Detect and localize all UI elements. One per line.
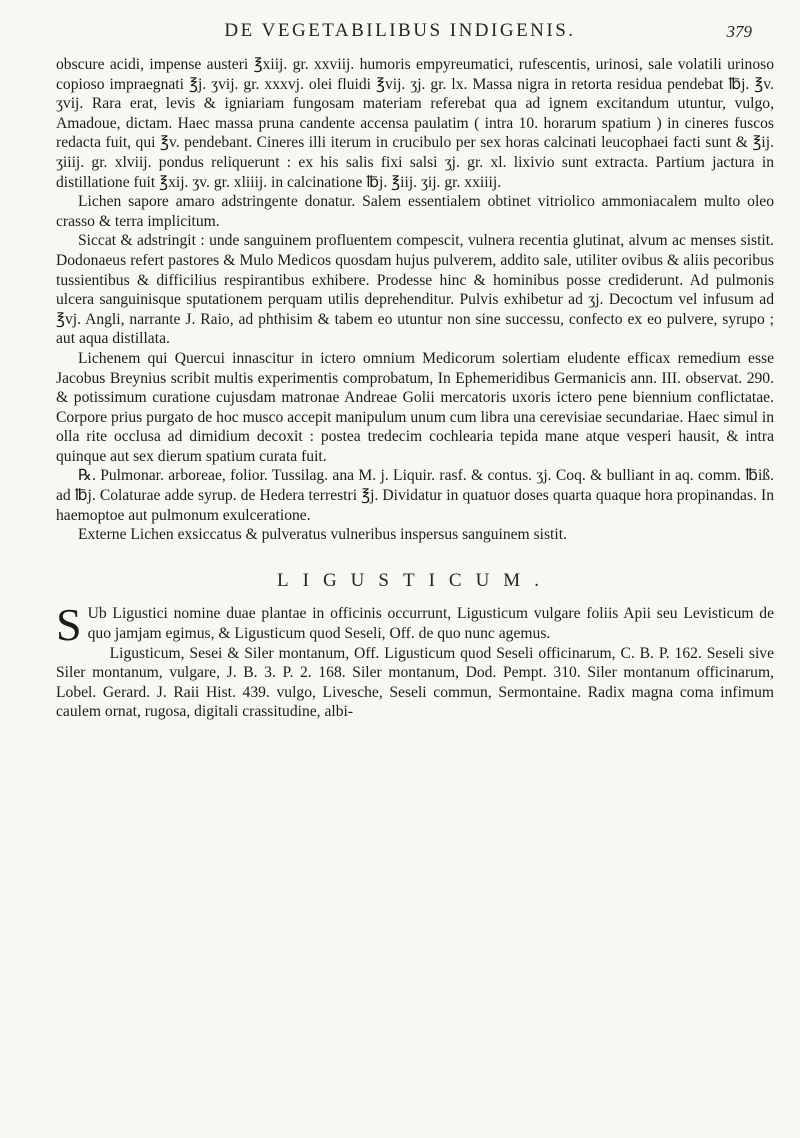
page-body bbox=[56, 55, 774, 722]
paragraph-ligusticum-intro-text: Ub Ligustici nomine duae plantae in officinis occurrunt, Ligusticum vulgare foliis Apii seu Levisticum de quo jamjam egimus, & Ligusticum quod Seseli, Off. de quo nunc agemus. bbox=[87, 605, 774, 643]
paragraph-lichen-oak: Lichenem qui Quercui innascitur in ictero omnium Medicorum solertiam eludente efficax remedium esse Jacobus Breynius scribit multis experimentis comprobatum, In Ephemeridibus Germanicis ann. III. observat. 290. & potissimum curatione cujusdam matronae Andreae Golii mercatoris uxoris ictero pene biennium conflictatae. Corpore prius purgato de hoc musco accepit manipulum unum cum libra una cerevisiae secundariae. Haec simul in olla rite occlusa ad dimidium decoxit : postea tredecim cochlearia tepida mane atque vesperi hausit, & intra quinque aut sex dierum spatium curata fuit. bbox=[56, 349, 774, 465]
paragraph-recipe: ℞. Pulmonar. arboreae, folior. Tussilag. ana M. j. Liquir. rasf. & contus. ʒj. Coq. & bulliant in aq. comm. ℔iß. ad ℔j. Colaturae adde syrup. de Hedera terrestri ℥j. Dividatur in quatuor doses quarta quaque hora propinandas. In haemoptoe aut pulmonum exulceratione. bbox=[56, 467, 774, 524]
paragraph-lichen-virtues: Siccat & adstringit : unde sanguinem profluentem compescit, vulnera recentia glutinat, alvum ac menses sistit. Dodonaeus refert pastores & Mulo Medicos quosdam hujus pulverem, addito sale, utiliter ovibus & aliis pecoribus tussientibus & difficilius respirantibus exhibere. Prodesse hinc & hominibus posse crediderunt. Ad pulmonis ulcera sanguinisque sputationem perquam utilis deprehenditur. Pulvis exhibetur ad ʒj. Decoctum vel infusum ad ℥vj. Angli, narrante J. Raio, ad phthisim & tabem eo utuntur non sine successu, confecto ex eo pulvere, syrupo ; aut aqua distillata. bbox=[56, 232, 774, 348]
paragraph-ligusticum-synonyms: Ligusticum, Sesei & Siler montanum, Off. Ligusticum quod Seseli officinarum, C. B. P. 162. Seseli sive Siler montanum, vulgare, J. B. 3. P. 2. 168. Siler montanum, Dod. Pempt. 310. Siler montanum officinarum, Lobel. Gerard. J. Raii Hist. 439. vulgo, Livesche, Seseli commun, Sermontaine. Radix magna coma infimum caulem ornat, rugosa, digitali crassitudine, albi- bbox=[56, 644, 774, 721]
paragraph-distillation: obscure acidi, impense austeri ℥xiij. gr. xxviij. humoris empyreumatici, rufescentis, urinosi, sale volatili urinoso copioso impraegnati ℥j. ʒvij. gr. xxxvj. olei fluidi ℥vij. ʒj. gr. lx. Massa nigra in retorta residua pendebat ℔j. ℥v. ʒvij. Rara erat, levis & igniariam fungosam materiam referebat qua ad ignem excitandum utuntur, vulgo, Amadoue, dictam. Haec massa pruna candente accensa paulatim ( intra 10. horarum spatium ) in cineres fuscos redacta fuit, qui ℥v. pendebant. Cineres illi iterum in crucibulo per sex horas calcinati leucophaei facti sunt & ℥ij. ʒiiij. gr. xlviij. pondus reliquerunt : ex his salis fixi salsi ʒj. gr. xl. lixivio sunt extracta. Partium jactura in distillatione fuit ℥xij. ʒv. gr. xliiij. in calcinatione ℔j. ℥iij. ʒij. gr. xxiiij. bbox=[56, 56, 774, 191]
section-ligusticum bbox=[56, 599, 774, 722]
paragraph-lichen-taste: Lichen sapore amaro adstringente donatur. Salem essentialem obtinet vitriolico ammoniacalem multo oleo crasso & terra implicitum. bbox=[56, 193, 774, 230]
dropcap-letter: S bbox=[56, 599, 82, 651]
running-title: DE VEGETABILIBUS INDIGENIS. bbox=[224, 20, 576, 41]
paragraph-external-use: Externe Lichen exsiccatus & pulveratus vulneribus inspersus sanguinem sistit. bbox=[78, 526, 567, 544]
paragraph-ligusticum-intro bbox=[56, 599, 774, 651]
page-number: 379 bbox=[726, 22, 752, 41]
section-heading: LIGUSTICUM. bbox=[277, 569, 553, 591]
